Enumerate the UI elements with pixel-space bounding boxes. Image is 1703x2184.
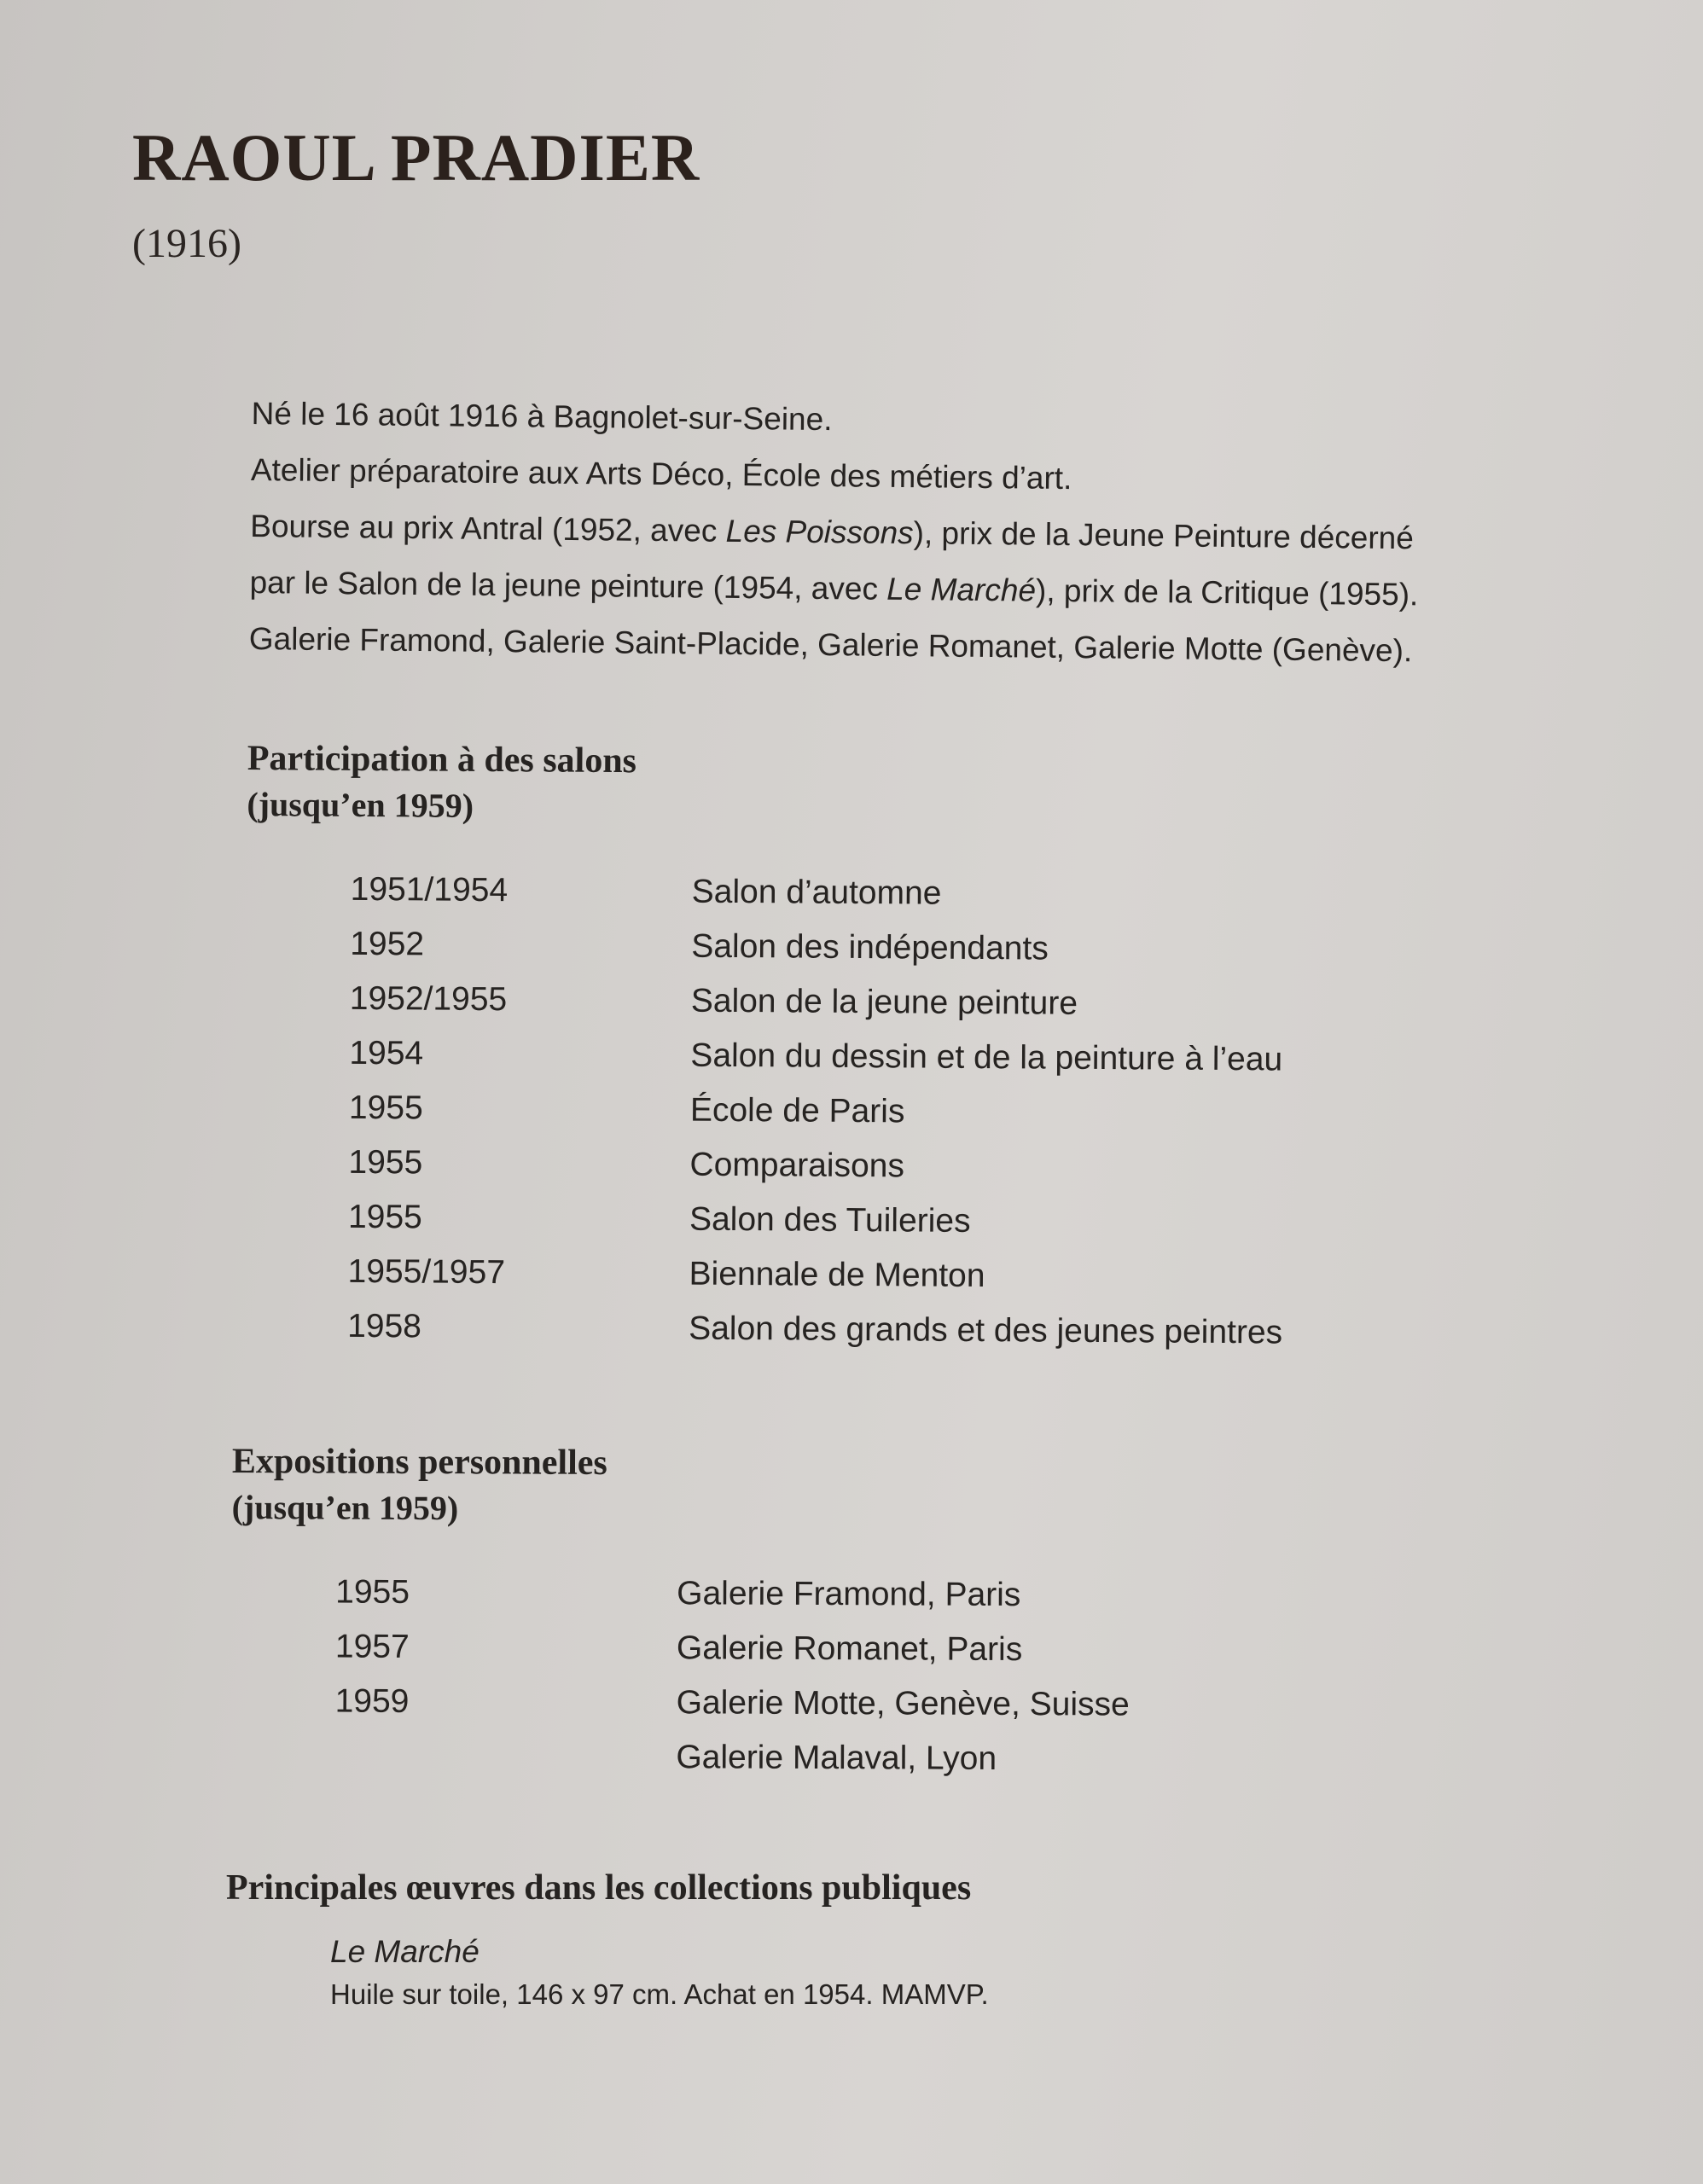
collection-work [330, 1930, 989, 2015]
year: 1958 [347, 1307, 422, 1345]
year: 1957 [334, 1628, 410, 1665]
salon-name: Salon des grands et des jeunes peintres [689, 1310, 1283, 1351]
year: 1955 [348, 1143, 423, 1182]
collections-section [226, 1865, 989, 2015]
section-subtitle: (jusqu’en 1959) [247, 784, 474, 825]
list-item [335, 1565, 1130, 1623]
bio-line: Né le 16 août 1916 à Bagnolet-sur-Seine. [251, 395, 833, 438]
expositions-section [230, 1438, 1130, 1787]
bio-line: Atelier préparatoire aux Arts Déco, École des métiers d’art. [250, 451, 1072, 497]
year: 1955/1957 [347, 1252, 506, 1292]
list-item [349, 1026, 1284, 1088]
list-item [335, 1620, 1130, 1678]
list-item [348, 1136, 1283, 1197]
year: 1959 [334, 1682, 410, 1720]
list-item [351, 863, 1286, 924]
list-item [350, 917, 1285, 979]
artist-name: RAOUL PRADIER [132, 120, 700, 195]
salon-name: Salon du dessin et de la peinture à l’eau [690, 1037, 1283, 1078]
biography-paragraph [249, 386, 1617, 682]
year: 1955 [348, 1089, 423, 1127]
salon-name: Salon d’automne [691, 873, 942, 912]
year [334, 1757, 676, 1758]
bio-text: par le Salon de la jeune peinture (1954, avec [249, 564, 887, 607]
year: 1952/1955 [349, 979, 508, 1019]
list-item [334, 1729, 1129, 1787]
work-title: Le Marché [330, 1934, 480, 1969]
salon-name: École de Paris [689, 1091, 905, 1130]
work-description: Huile sur toile, 146 x 97 cm. Achat en 1954. MAMVP. [330, 1978, 989, 2010]
bio-text: Bourse au prix Antral (1952, avec [250, 508, 726, 549]
list-item [335, 1675, 1130, 1733]
gallery-name: Galerie Framond, Paris [677, 1575, 1021, 1614]
expositions-list [334, 1565, 1130, 1787]
list-item [347, 1245, 1282, 1306]
bio-text: ), prix de la Jeune Peinture décerné [913, 515, 1415, 556]
list-item [349, 1081, 1284, 1142]
salon-name: Biennale de Menton [689, 1255, 985, 1295]
year: 1955 [347, 1198, 422, 1236]
section-title: Participation à des salons [247, 738, 637, 781]
salon-name: Comparaisons [689, 1146, 905, 1185]
artist-dates: (1916) [132, 221, 241, 266]
list-item [347, 1299, 1282, 1361]
salon-name: Salon des Tuileries [689, 1200, 971, 1240]
list-item [350, 972, 1285, 1033]
bio-text: ), prix de la Critique (1955). [1035, 572, 1419, 613]
artwork-title: Le Marché [886, 571, 1037, 608]
salon-name: Salon de la jeune peinture [690, 982, 1078, 1022]
gallery-name: Galerie Motte, Genève, Suisse [676, 1684, 1130, 1723]
salons-list [347, 863, 1286, 1361]
section-title: Expositions personnelles [231, 1442, 607, 1483]
gallery-name: Galerie Malaval, Lyon [676, 1739, 997, 1777]
year: 1954 [349, 1034, 424, 1072]
bio-line: Galerie Framond, Galerie Saint-Placide, Galerie Romanet, Galerie Motte (Genève). [248, 620, 1413, 669]
section-title: Principales œuvres dans les collections publiques [226, 1868, 972, 1908]
artwork-title: Les Poissons [725, 513, 914, 551]
salon-name: Salon des indépendants [691, 927, 1049, 967]
salons-section [243, 735, 1287, 1360]
year: 1952 [350, 925, 425, 963]
list-item [348, 1190, 1283, 1252]
gallery-name: Galerie Romanet, Paris [676, 1629, 1023, 1669]
section-subtitle: (jusqu’en 1959) [231, 1487, 459, 1528]
year: 1955 [335, 1573, 410, 1611]
year: 1951/1954 [350, 870, 509, 909]
